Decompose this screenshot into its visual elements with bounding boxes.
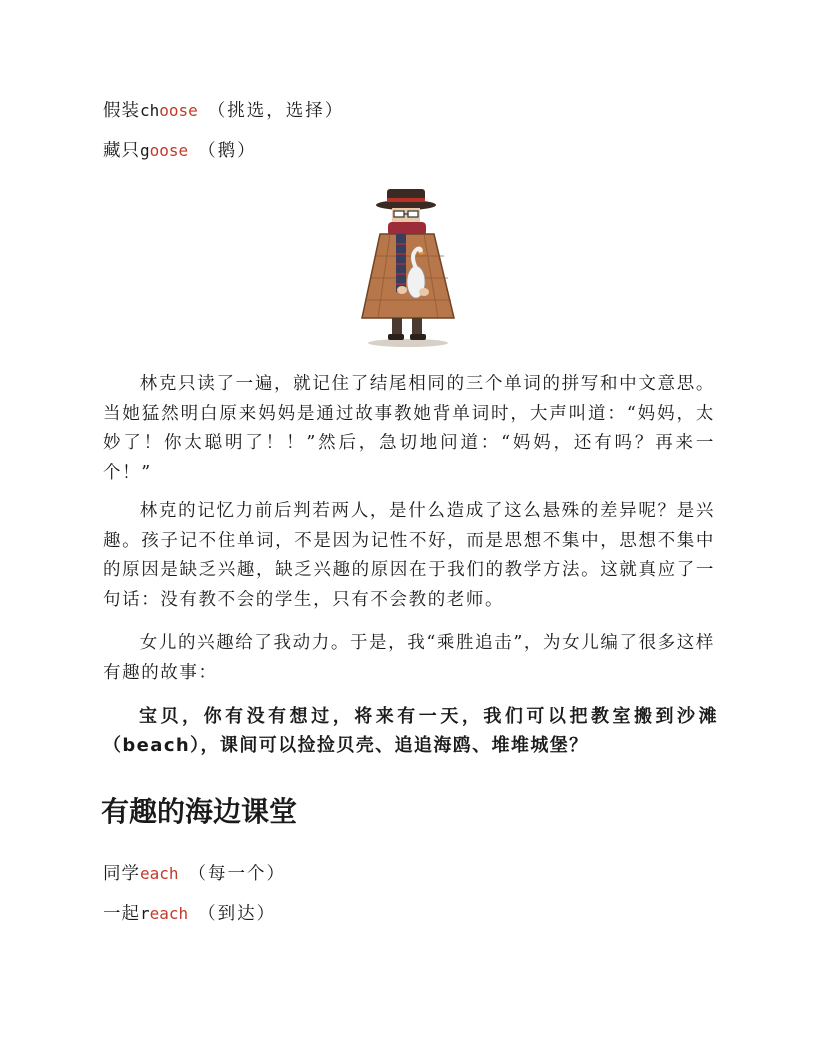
vocab-english — [140, 141, 188, 160]
vocab-english-prefix: r — [140, 904, 150, 923]
vocab-english-ending: oose — [149, 141, 189, 160]
vocab-english — [140, 101, 198, 120]
vocab-line-reach — [103, 902, 276, 926]
man-with-goose-illustration — [356, 186, 460, 348]
vocab-english — [140, 904, 188, 923]
vocab-line-choose — [103, 99, 344, 123]
paragraph-1: 林克只读了一遍，就记住了结尾相同的三个单词的拼写和中文意思。当她猛然明白原来妈妈是通过故事教她背单词时，大声叫道：“妈妈，太妙了！你太聪明了！！”然后，急切地问道：“妈妈，还有吗？再来一个！” — [103, 374, 715, 483]
vocab-english-ending: each — [149, 904, 189, 923]
vocab-english-prefix: g — [140, 141, 150, 160]
vocab-chinese: 同学 — [103, 864, 140, 884]
vocab-gloss: （每一个） — [188, 864, 287, 884]
vocab-gloss: （到达） — [198, 904, 277, 924]
vocab-line-each — [103, 862, 286, 886]
vocab-gloss: （挑选，选择） — [207, 101, 345, 121]
vocab-english-ending: oose — [159, 101, 198, 120]
section-heading: 有趣的海边课堂 — [101, 795, 298, 828]
vocab-chinese: 一起 — [103, 904, 140, 924]
paragraph-3: 女儿的兴趣给了我动力。于是，我“乘胜追击”，为女儿编了很多这样有趣的故事： — [103, 633, 715, 683]
vocab-chinese: 藏只 — [103, 141, 140, 161]
bold-paragraph: 宝贝，你有没有想过，将来有一天，我们可以把教室搬到沙滩（beach），课间可以捡捡贝壳、追追海鸥、堆堆城堡？ — [103, 706, 718, 756]
vocab-english-ending: each — [140, 864, 179, 883]
vocab-english-prefix: ch — [140, 101, 160, 120]
paragraph-2: 林克的记忆力前后判若两人，是什么造成了这么悬殊的差异呢？是兴趣。孩子记不住单词，不是因为记性不好，而是思想不集中，思想不集中的原因是缺乏兴趣，缺乏兴趣的原因在于我们的教学方法。这就真应了一句话：没有教不会的学生，只有不会教的老师。 — [103, 501, 715, 610]
vocab-line-goose — [103, 139, 257, 163]
vocab-gloss: （鹅） — [198, 141, 257, 161]
vocab-chinese: 假装 — [103, 101, 140, 121]
vocab-english — [140, 864, 179, 883]
